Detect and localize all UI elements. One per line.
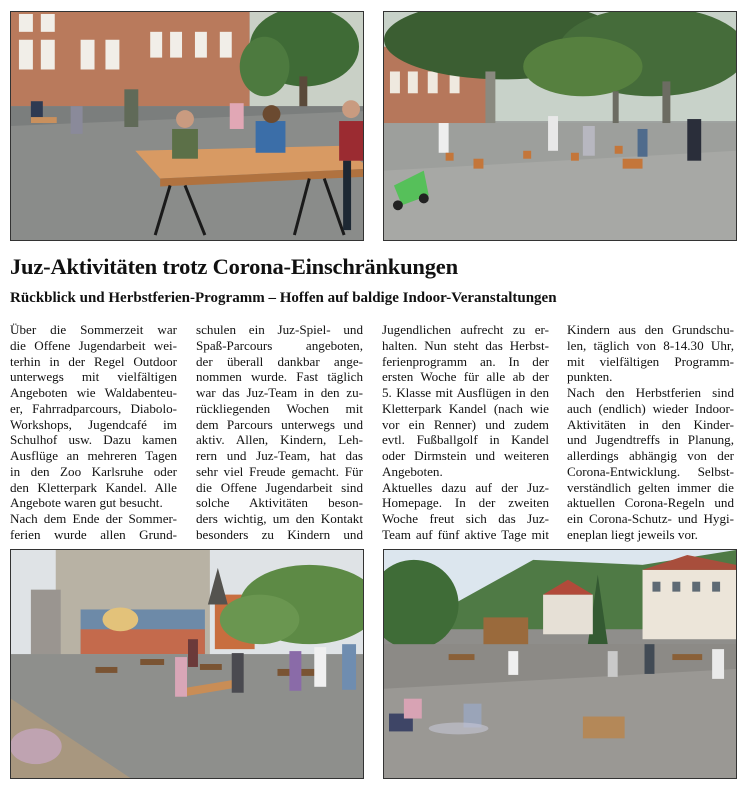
- text-line: eneplan liegt jeweils vor.: [567, 526, 698, 542]
- text-line: die Offene Jugendarbeit wei-: [10, 337, 177, 353]
- photo-schoolyard-trees-kids-riding: [383, 11, 737, 241]
- text-line: ein Corona-Schutz- und Hygi-: [567, 511, 734, 526]
- text-line: sehr viel Freude gemacht. Für: [196, 463, 363, 479]
- text-line: unterwegs mit vielfältigen: [10, 369, 177, 385]
- text-line: Workshops, Jugendcafé im: [10, 416, 177, 432]
- text-line: rern und Juz-Team, hat das: [196, 448, 363, 463]
- article-column-2: [196, 322, 363, 543]
- text-line: dem Parcours unterwegs und: [196, 416, 363, 432]
- text-line: punkten.: [567, 369, 613, 385]
- text-line: besonders zu Kindern und: [196, 526, 363, 542]
- text-line: evtl. Fußballgolf in Kandel: [382, 432, 549, 448]
- text-line: Nach den Herbstferien sind: [567, 385, 734, 400]
- text-line: auch (endlich) wieder Indoor-: [567, 400, 734, 416]
- text-line: mit vielfältigen Programm-: [567, 353, 734, 369]
- photo-schoolyard-wooden-game-table: [10, 11, 364, 241]
- text-line: der überall dankbar ange-: [196, 353, 363, 369]
- subheadline: Rückblick und Herbstferien-Programm – Hoffen auf baldige Indoor-Veranstaltungen: [10, 290, 557, 306]
- text-line: in den Zoo Karlsruhe oder: [10, 463, 177, 479]
- text-line: den Kletterpark Kandel. Alle: [10, 479, 177, 495]
- text-line: Schulhof usw. Dazu kamen: [10, 432, 177, 448]
- text-line: ders wichtig, um den Kontakt: [196, 511, 363, 526]
- text-line: solche Aktivitäten beson-: [196, 495, 363, 511]
- text-line: Über die Sommerzeit war: [10, 322, 177, 337]
- text-line: ferienprogramm an. In der: [382, 353, 549, 369]
- text-line: Ausflüge an mehreren Tagen: [10, 448, 177, 463]
- text-line: nommen wurde. Fast täglich: [196, 369, 363, 385]
- text-line: ferien wurde allen Grund-: [10, 526, 177, 542]
- text-line: Aktuelles dazu auf der Juz-: [382, 479, 549, 495]
- text-line: Angebote waren gut besucht.: [10, 495, 163, 511]
- text-line: vor ein Renner) und zudem: [382, 416, 549, 432]
- text-line: ersten Woche für alle ab der: [382, 369, 549, 385]
- text-line: die Offene Jugendarbeit sind: [196, 479, 363, 495]
- text-line: len, täglich von 8-14.30 Uhr,: [567, 337, 734, 353]
- text-line: allerdings abhängig von der: [567, 448, 734, 463]
- text-line: Kletterpark Kandel (nach wie: [382, 400, 549, 416]
- text-line: Angeboten wie Waldabenteu-: [10, 385, 177, 400]
- text-line: Aktivitäten in den Kinder-: [567, 416, 734, 432]
- text-line: Kindern aus den Grundschu-: [567, 322, 734, 337]
- text-line: Nach dem Ende der Sommer-: [10, 511, 177, 526]
- text-line: Spaß-Parcours angeboten,: [196, 337, 363, 353]
- text-line: Jugendlichen aufrecht zu er-: [382, 322, 549, 337]
- text-line: verständlich gelten immer die: [567, 479, 734, 495]
- article-column-1: [10, 322, 177, 543]
- text-line: Homepage. In der zweiten: [382, 495, 549, 511]
- text-line: und Jugendtreffs in Planung,: [567, 432, 734, 448]
- text-line: Woche freut sich das Juz-: [382, 511, 549, 526]
- text-line: war das Juz-Team in den zu-: [196, 385, 363, 400]
- photo-courtyard-mural-game-stations: [10, 549, 364, 779]
- article-column-3: [382, 322, 549, 543]
- text-line: aktuellen Corona-Regeln und: [567, 495, 734, 511]
- text-line: halten. Nun steht das Herbst-: [382, 337, 549, 353]
- text-line: Angeboten.: [382, 463, 443, 479]
- text-line: oder Dirmstein und weiteren: [382, 448, 549, 463]
- text-line: er, Fahrradparcours, Diabolo-: [10, 400, 177, 416]
- text-line: terhin in der Regel Outdoor: [10, 353, 177, 369]
- text-line: aktiv. Allen, Kindern, Leh-: [196, 432, 363, 448]
- text-line: Team auf fünf aktive Tage mit: [382, 526, 549, 542]
- text-line: schulen ein Juz-Spiel- und: [196, 322, 363, 337]
- article-column-4: [567, 322, 734, 543]
- text-line: Corona-Entwicklung. Selbst-: [567, 463, 734, 479]
- photo-town-square-chalk-drawing: [383, 549, 737, 779]
- text-line: rückliegenden Wochen mit: [196, 400, 363, 416]
- text-line: 5. Klasse mit Ausflügen in den: [382, 385, 549, 400]
- headline: Juz-Aktivitäten trotz Corona-Einschränkungen: [10, 254, 458, 279]
